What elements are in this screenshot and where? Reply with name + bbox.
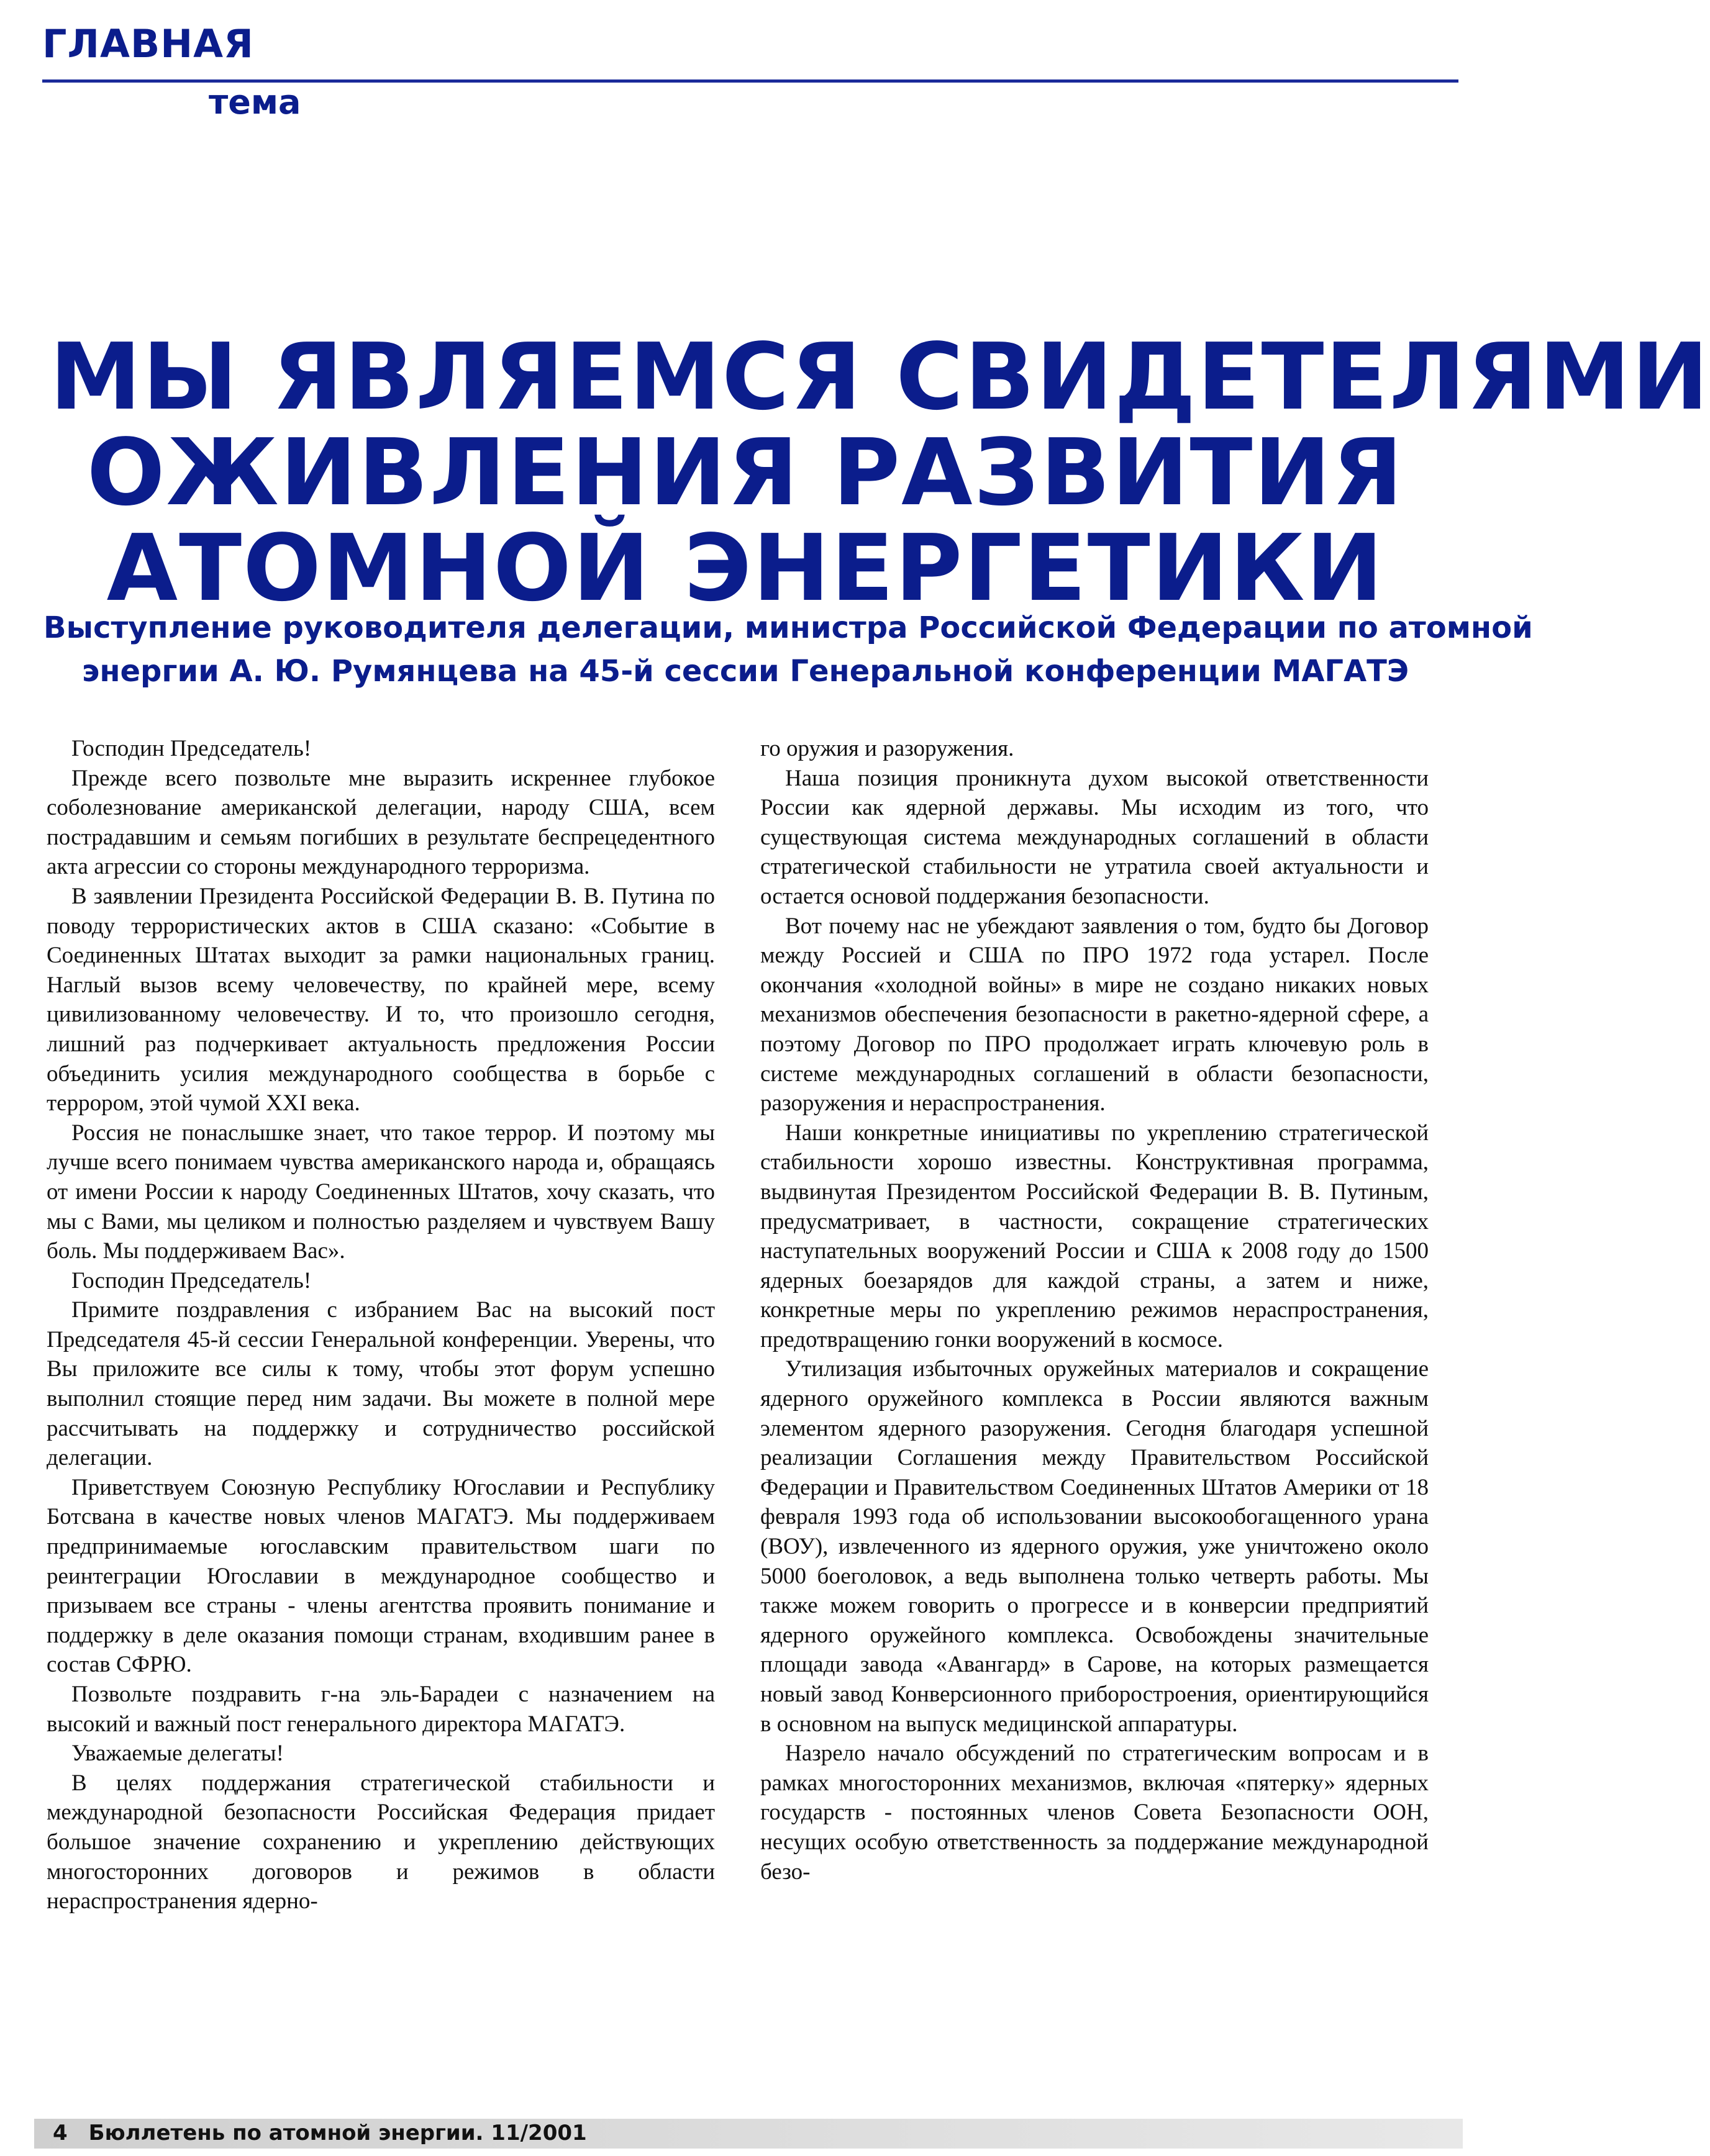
paragraph: Вот почему нас не убеждают заявления о том, будто бы Договор между Россией и США по ПРО 1972 года устарел. После окончания «холодной войны» в мире не создано никаких новых механизмов обеспечения безопасности в ракетно-ядерной сфере, а поэтому Договор по ПРО продолжает играть ключевую роль в системе международных соглашений в области безопасности, разоружения и нераспространения. [760, 913, 1429, 1116]
article-column-right [760, 734, 1429, 2114]
article-headline [50, 324, 1710, 622]
paragraph: Назрело начало обсуждений по стратегическим вопросам и в рамках многосторонних механизмов, включая «пятерку» ядерных государств - постоянных членов Совета Безопасности ООН, несущих особую ответственность за поддержание международной безо- [760, 1741, 1429, 1885]
headline-line: АТОМНОЙ ЭНЕРГЕТИКИ [106, 515, 1385, 622]
article-column-left [47, 734, 715, 2114]
paragraph: Уважаемые делегаты! [71, 1741, 284, 1767]
section-label: ГЛАВНАЯ [42, 21, 254, 66]
footer-text [53, 2122, 587, 2144]
publication-title: Бюллетень по атомной энергии. 11/2001 [88, 2121, 587, 2145]
paragraph: Позвольте поздравить г-на эль-Барадеи с назначением на высокий и важный пост генерального директора МАГАТЭ. [47, 1682, 715, 1737]
headline-line: ОЖИВЛЕНИЯ РАЗВИТИЯ [86, 419, 1404, 526]
subtitle-line: Выступление руководителя делегации, министра Российской Федерации по атомной [43, 610, 1533, 645]
subtitle-line: энергии А. Ю. Румянцева на 45-й сессии Генеральной конференции МАГАТЭ [81, 654, 1409, 689]
paragraph: Господин Председатель! [71, 736, 312, 761]
paragraph: Россия не понаслышке знает, что такое террор. И поэтому мы лучше всего понимаем чувства американского народа и, обращаясь от имени России к народу Соединенных Штатов, хочу сказать, что мы с Вами, мы целиком и полностью разделяем и чувствуем Вашу боль. Мы поддерживаем Вас». [47, 1120, 715, 1264]
paragraph: Примите поздравления с избранием Вас на высокий пост Председателя 45-й сессии Генеральной конференции. Уверены, что Вы приложите все силы к тому, чтобы этот форум успешно выполнил стоящие перед ним задачи. Вы можете в полной мере рассчитывать на поддержку и сотрудничество российской делегации. [47, 1297, 715, 1471]
paragraph: Прежде всего позвольте мне выразить искреннее глубокое соболезнование американской делегации, народу США, всем пострадавшим и семьям погибших в результате беспрецедентного акта агрессии со стороны международного терроризма. [47, 765, 715, 880]
paragraph: Наши конкретные инициативы по укреплению стратегической стабильности хорошо известны. Конструктивная программа, выдвинутая Президентом Российской Федерации В. В. Путиным, предусматривает, в частности, сокращение стратегических наступательных вооружений России и США к 2008 году до 1500 ядерных боезарядов для каждой страны, а затем и ниже, конкретные меры по укреплению режимов нераспространения, предотвращению гонки вооружений в космосе. [760, 1120, 1429, 1352]
paragraph: Приветствуем Союзную Республику Югославии и Республику Ботсвана в качестве новых членов МАГАТЭ. Мы поддерживаем предпринимаемые югославским правительством шаги по реинтеграции Югославии в международное сообщество и призываем все страны - члены агентства проявить понимание и поддержку в деле оказания помощи странам, входившим ранее в состав СФРЮ. [47, 1474, 715, 1678]
paragraph: Утилизация избыточных оружейных материалов и сокращение ядерного оружейного комплекса в России являются важным элементом ядерного разоружения. Сегодня благодаря успешной реализации Соглашения между Правительством Российской Федерации и Правительством Соединенных Штатов Америки от 18 февраля 1993 года об использовании высокообогащенного урана (ВОУ), извлеченного из ядерного оружия, уже уничтожено около 5000 боеголовок, а ведь выполнена только четверть работы. Мы также можем говорить о прогрессе и в конверсии предприятий ядерного оружейного комплекса. Освобождены значительные площади завода «Авангард» в Сарове, на которых размещается новый завод Конверсионного приборостроения, ориентирующийся в основном на выпуск медицинской аппаратуры. [760, 1356, 1429, 1737]
section-header [42, 21, 1458, 124]
paragraph: В целях поддержания стратегической стабильности и международной безопасности Российская Федерация придает большое значение сохранению и укреплению действующих многосторонних договоров и режимов в области нераспространения ядерно- [47, 1770, 715, 1914]
paragraph: Наша позиция проникнута духом высокой ответственности России как ядерной державы. Мы исходим из того, что существующая система международных соглашений в области стратегической стабильности не утратила своей актуальности и остается основой поддержания безопасности. [760, 765, 1429, 909]
page-number: 4 [53, 2121, 68, 2145]
article-subtitle [43, 606, 1533, 693]
page-footer [34, 2119, 1463, 2149]
paragraph: В заявлении Президента Российской Федерации В. В. Путина по поводу террористических актов в США сказано: «Событие в Соединенных Штатах выходит за рамки национальных границ. Наглый вызов всему человечеству, по крайней мере, всему цивилизованному человечеству. И то, что произошло сегодня, лишний раз подчеркивает актуальность предложения России объединить усилия международного сообщества в борьбе с террором, этой чумой XXI века. [47, 883, 715, 1116]
paragraph: го оружия и разоружения. [760, 736, 1014, 761]
paragraph: Господин Председатель! [71, 1267, 312, 1293]
section-sublabel: тема [209, 83, 301, 122]
headline-line: МЫ ЯВЛЯЕМСЯ СВИДЕТЕЛЯМИ [50, 324, 1710, 430]
